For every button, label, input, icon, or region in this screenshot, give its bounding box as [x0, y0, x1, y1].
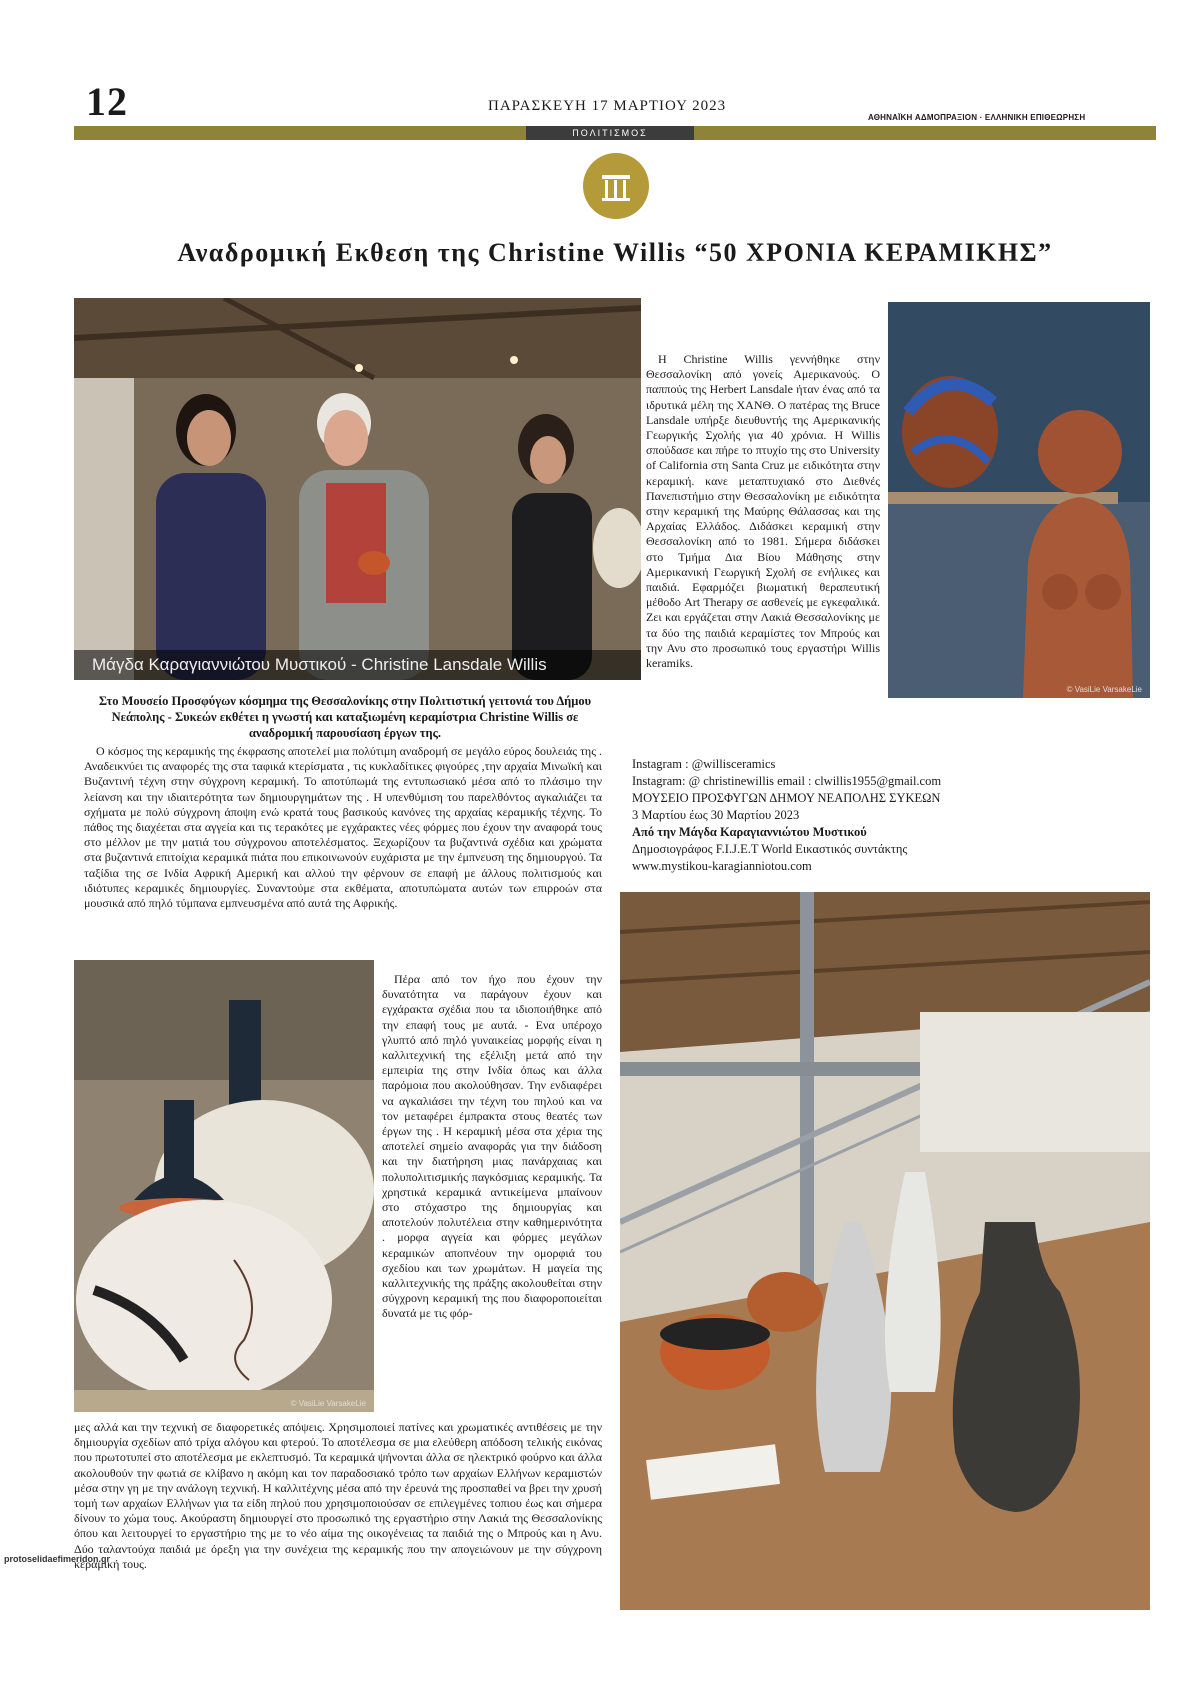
exhibition-dates: 3 Μαρτίου έως 30 Μαρτίου 2023	[632, 808, 800, 822]
article-body-main: Ο κόσμος της κεραμικής της έκφρασης αποτελεί μια πολύτιμη αναδρομή σε μεγάλο εύρος δουλειάς της . Αναδεικνύει τις αναφορές της στα ταφικά κτερίσματα , τις κυκλαδίτικες φιγούρες ,την αρχαία Μινωϊκή και Βυζαντινή τέχνη στην σύγχρονη κεραμική. Το αποτύπωμά της εντυπωσιακό μέσα από το πλάσιμο την λείανση και την ιδιαιτερότητα των δημιουργημάτων της . Η υπενθύμιση του παρελθόντος αγκαλιάζει τα σχήματα με πολύ σύγχρονη άποψη ενώ κρατά τους βασικούς κανόνες της αρχαίας κεραμικής τέχνης. Το πάθος της διαχέεται στα αγγεία και τις τερακότες με εγχάρακτες νέες φόρμες που έχουν την αναφορά τους στο μέλλον με την ματιά του σύγχρονου αποτελέσματος. Ξεχωρίζουν τα βυζαντινά σχέδια και χρώματα στα βυζαντινά επιτοίχια κεραμικά πιάτα που επικοινωνούν ευχάριστα με την έμπνευση της δημιουργού. Τα ταξίδια της σε Ινδία Αφρική Αμερική και αλλού την φέρνουν σε επαφή με άλλους πολιτισμούς και ιδιότυπες κεραμικές δημιουργίες. Συναντούμε στα εκθέματα, αποτυπώματα αυτών των επιρροών στα μουσικά από πηλό τύμπανα εμπνευσμένα από αυτά της Αφρικής.	[84, 744, 602, 911]
photo-visitors	[74, 298, 641, 680]
author-website[interactable]: www.mystikou-karagianniotou.com	[632, 859, 812, 873]
section-label: ΠΟΛΙΤΙΣΜΟΣ	[526, 126, 694, 140]
article-lead: Στο Μουσείο Προσφύγων κόσμημα της Θεσσαλονίκης στην Πολιτιστική γειτονιά του Δήμου Νεάπολης - Συκεών εκθέτει η γνωστή και καταξιωμένη κεραμίστρια Christine Willis σε αναδρομική παρουσίαση έργων της.	[98, 694, 592, 740]
source-watermark: protoselidaefimeridon.gr	[4, 1554, 111, 1564]
column-logo-icon	[583, 153, 649, 219]
instagram-line-2[interactable]: Instagram: @ christinewillis email : clwillis1955@gmail.com	[632, 774, 942, 788]
photo-sculptures	[888, 302, 1150, 698]
article-body-bottom: μες αλλά και την τεχνική σε διαφορετικές απόψεις. Χρησιμοποιεί πατίνες και χρωματικές αντιθέσεις με την δημιουργία σχεδίων από τρίχα αλόγου και φτερού. Το αποτέλεσμα σε μια ελεύθερη απόδοση τελικής εικόνας που πρωτοτυπεί στο αποτέλεσμα με εκλεπτυσμό. Τα κεραμικά ψήνονται άλλα σε ηλεκτρικό φούρνο και άλλα ακολουθούν την φωτιά σε κλίβανο η ακόμη και τον παραδοσιακό τρόπο των αρχαίων Ελλήνων κεραμιστών μέσα στην γη με την ανάλογη τεχνική. Η καλλιτέχνης μέσα από την έρευνά της προσπαθεί να βρει την χρυσή τομή των αρχαίων Ελλήνων για τα είδη πηλού που χρησιμοποιούσαν σε επιλεγμένες τοπιου έως και σήμερα δίνουν το χώμα τους. Ακούραστη δημιουργεί στο προσωπικό της εργαστήριο στην Λακιά της Θεσσαλονίκης όπου και λειτουργεί το εργαστήριο της με το νέο αίμα της οικογένειας τα παιδιά της ο Μπρούς και η Ανυ. Δύο ταλαντούχα παιδιά με όρεξη για την συνέχεια της κεραμικής που την απογειώνουν με την σύγχρονη κεραμική τους.	[74, 1420, 602, 1571]
article-title: Αναδρομική Εκθεση της Christine Willis “50 ΧΡΟΝΙΑ ΚΕΡΑΜΙΚΗΣ”	[177, 238, 1053, 267]
author-name: Από την Μάγδα Καραγιαννιώτου Μυστικού	[632, 825, 867, 839]
photo-credit-2: © VasiLie VarsakeLie	[290, 1399, 366, 1408]
museum-name: ΜΟΥΣΕΙΟ ΠΡΟΣΦΥΓΩΝ ΔΗΜΟΥ ΝΕΑΠΟΛΗΣ ΣΥΚΕΩΝ	[632, 791, 941, 805]
photo-gallery	[620, 892, 1150, 1610]
article-body-middle: Πέρα από τον ήχο που έχουν την δυνατότητα να παράγουν έχουν και εγχάρακτα σχέδια που τα ιδιοποιήθηκε από την επαφή τους με αυτά. - Ενα υπέροχο γλυπτό από πηλό γυναικείας μορφής είναι η καλλιτεχνική της εξέλιξη μετά από την εμπειρία της στην Ινδία όπως και άλλα παρόμοια που ακολούθησαν. Την ενδιαφέρει να αγκαλιάσει την τέχνη του πηλού και να τον μεταφέρει έμπρακτα στους θεατές των έργων της . Η κεραμική μέσα στα χέρια της αποτελεί σημείο αναφοράς για την διάδοση και την διατήρηση μιας πανάρχαιας και πολυπολιτισμικής παγκόσμιας κεραμικής. Τα χρηστικά κεραμικά αντικείμενα μπαίνουν στο στόχαστρο της δημιουργίας και αποτελούν πολυτέλεια στην καθημερινότητα . μορφα αγγεία και φόρμες μεγάλων κεραμικών αποπνέουν την ομορφιά του σχεδίου και των χρωμάτων. Η μαγεία της καλλιτεχνικής της πράξης ακολουθείται στην σύγχρονη κεραμική της που διαφοροποιείται δυνατά με τις φόρ-	[382, 972, 602, 1321]
masthead: ΑΘΗΝΑΪΚΗ ΑΔΜΟΠΡΑΞΙΟΝ · ΕΛΛΗΝΙΚΗ ΕΠΙΘΕΩΡΗΣΗ	[868, 113, 1086, 122]
article-body-right: Η Christine Willis γεννήθηκε στην Θεσσαλονίκη από γονείς Αμερικανούς. Ο παππούς της Herbert Lansdale ήταν ένας από τα ιδρυτικά μέλη της ΧΑΝΘ. Ο πατέρας της Bruce Lansdale υπήρξε διευθυντής της Αμερικανικής Γεωργικής Σχολής για 40 χρόνια. Η Willis σπούδασε και πήρε το πτυχίο της στο University of California στη Santa Cruz με ειδικότητα στην κεραμική. κανε μεταπτυχιακό στο Διεθνές Πανεπιστήμιο στην Θεσσαλονίκη με ειδικότητα στην κεραμική της Μαύρης Θάλασσας και της Αρχαίας Ελλάδος. Διδάσκει κεραμική στην Θεσσαλονίκη από το 1981. Σήμερα διδάσκει στο Τμήμα Δια Βίου Μάθησης στην Αμερικανική Γεωργική Σχολή σε ενήλικες και παιδιά. Εφαρμόζει βιωματική θεραπευτική μέθοδο Art Therapy σε ασθενείς με εγκεφαλικά. Ζει και εργάζεται στην Λακιά Θεσσαλονίκης με τα δύο της παιδιά κεραμίστες τον Μπρούς και την Ανυ στο προσωπικό τους εργαστήρι Willis keramiks.	[646, 352, 880, 671]
instagram-line-1[interactable]: Instagram : @willisceramics	[632, 757, 776, 771]
info-block	[632, 756, 1152, 875]
page-number: 12	[86, 79, 128, 124]
photo-credit: © VasiLie VarsakeLie	[1066, 685, 1142, 694]
author-title: Δημοσιογράφος F.I.J.E.T World Εικαστικός συντάκτης	[632, 842, 908, 856]
issue-date: ΠΑΡΑΣΚΕΥΗ 17 ΜΑΡΤΙΟΥ 2023	[488, 98, 727, 114]
photo-caption: Μάγδα Καραγιαννιώτου Μυστικού - Christine Lansdale Willis	[74, 650, 641, 680]
photo-vases	[74, 960, 374, 1412]
